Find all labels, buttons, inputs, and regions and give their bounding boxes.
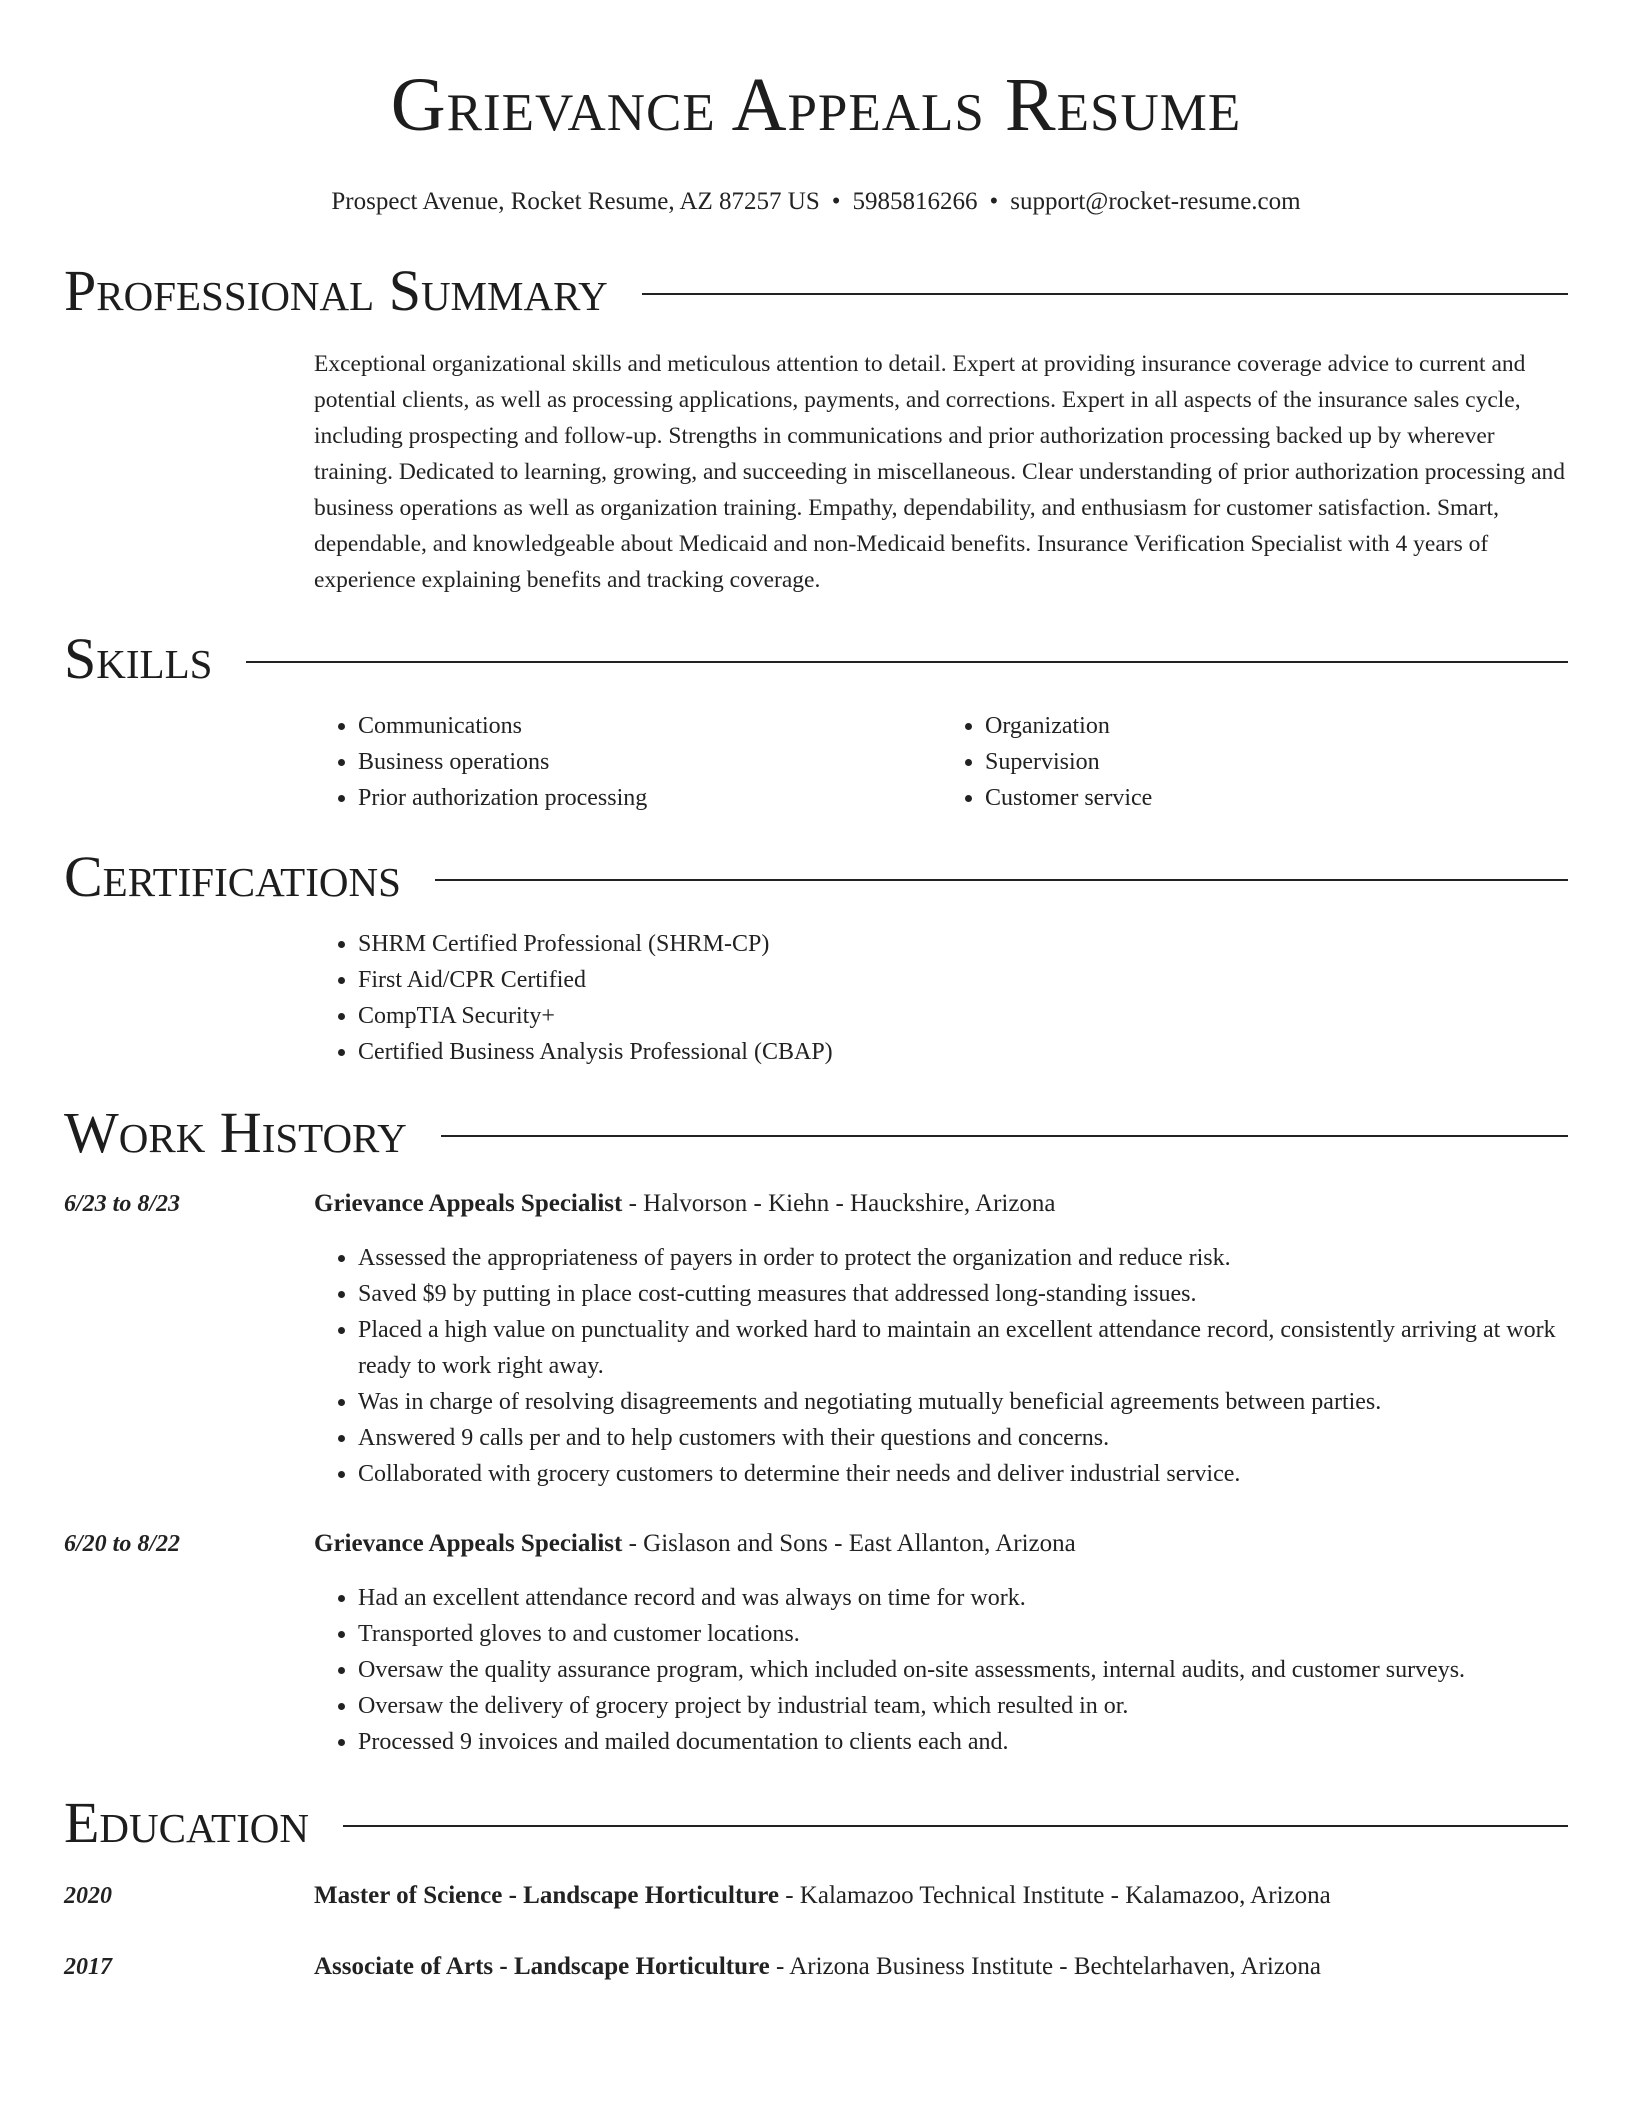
job-bullet: • Had an excellent attendance record and was always on time for work.	[358, 1580, 1568, 1616]
job-bullet: • Placed a high value on punctuality and worked hard to maintain an excellent attendance record, consistently arriving at work ready to work right away.	[358, 1312, 1568, 1384]
certifications-list	[314, 926, 1568, 1070]
job-bullets	[314, 1580, 1568, 1760]
job-bullet: • Assessed the appropriateness of payers in order to protect the organization and reduce risk.	[358, 1240, 1568, 1276]
certifications-header	[64, 844, 1568, 910]
skill-item: • Communications	[358, 708, 941, 744]
job-heading	[314, 1186, 1568, 1222]
certification-item: • First Aid/CPR Certified	[358, 962, 1568, 998]
certification-item: • Certified Business Analysis Professional (CBAP)	[358, 1034, 1568, 1070]
skills-header	[64, 626, 1568, 692]
section-divider	[441, 1135, 1568, 1137]
work-section	[0, 1100, 1632, 1760]
skills-title: Skills	[64, 626, 213, 691]
education-degree: Master of Science - Landscape Horticulture	[314, 1882, 779, 1909]
skill-item: • Customer service	[985, 780, 1568, 816]
contact-line	[0, 186, 1632, 218]
job-bullet: • Saved $9 by putting in place cost-cutting measures that addressed long-standing issues.	[358, 1276, 1568, 1312]
job-bullet: • Oversaw the quality assurance program, which included on-site assessments, internal audits, and customer surveys.	[358, 1652, 1568, 1688]
summary-title: Professional Summary	[64, 258, 608, 323]
summary-text: Exceptional organizational skills and meticulous attention to detail. Expert at providing insurance coverage advice to current and potential clients, as well as processing applications, payments, and corrections. Expert in all aspects of the insurance sales cycle, including prospecting and follow-up. Strengths in communications and prior authorization processing backed up by wherever training. Dedicated to learning, growing, and succeeding in miscellaneous. Clear understanding of prior authorization processing and business operations as well as organization training. Empathy, dependability, and enthusiasm for customer satisfaction. Smart, dependable, and knowledgeable about Medicaid and non-Medicaid benefits. Insurance Verification Specialist with 4 years of experience explaining benefits and tracking coverage.	[314, 351, 1566, 593]
education-heading	[314, 1949, 1568, 1985]
contact-separator: •	[831, 188, 841, 215]
section-divider	[246, 661, 1568, 663]
work-title: Work History	[64, 1100, 407, 1165]
job-heading	[314, 1526, 1568, 1562]
education-entry	[64, 1878, 1568, 1914]
education-details: - Arizona Business Institute - Bechtelarhaven, Arizona	[769, 1953, 1321, 1980]
contact-email: support@rocket-resume.com	[1010, 188, 1301, 215]
work-header	[64, 1100, 1568, 1166]
job-role: Grievance Appeals Specialist	[314, 1190, 623, 1217]
skills-list-left	[314, 708, 941, 816]
summary-section	[0, 258, 1632, 598]
job-bullet: • Was in charge of resolving disagreements and negotiating mutually beneficial agreements between parties.	[358, 1384, 1568, 1420]
education-year: 2020	[64, 1883, 112, 1909]
skills-grid	[314, 708, 1568, 816]
job-entry	[0, 1186, 1632, 1492]
education-title: Education	[64, 1790, 309, 1855]
job-bullet: • Oversaw the delivery of grocery project by industrial team, which resulted in or.	[358, 1688, 1568, 1724]
resume-name: Grievance Appeals Resume	[390, 63, 1242, 147]
job-role: Grievance Appeals Specialist	[314, 1530, 623, 1557]
job-bullet: • Answered 9 calls per and to help customers with their questions and concerns.	[358, 1420, 1568, 1456]
summary-header	[64, 258, 1568, 324]
job-entry	[0, 1526, 1632, 1760]
certifications-title: Certifications	[64, 844, 401, 909]
job-bullet: • Transported gloves to and customer locations.	[358, 1616, 1568, 1652]
skill-item: • Prior authorization processing	[358, 780, 941, 816]
education-header	[64, 1790, 1568, 1856]
section-divider	[642, 293, 1568, 295]
job-bullets	[314, 1240, 1568, 1492]
section-divider	[343, 1825, 1568, 1827]
job-bullet: • Processed 9 invoices and mailed documentation to clients each and.	[358, 1724, 1568, 1760]
certification-item: • CompTIA Security+	[358, 998, 1568, 1034]
education-heading	[314, 1878, 1568, 1914]
skills-list-right	[941, 708, 1568, 816]
section-divider	[435, 879, 1568, 881]
contact-phone: 5985816266	[852, 188, 978, 215]
certifications-section	[0, 844, 1632, 1070]
contact-separator: •	[989, 188, 999, 215]
certification-item: • SHRM Certified Professional (SHRM-CP)	[358, 926, 1568, 962]
education-entry	[64, 1949, 1568, 1985]
job-details: - Halvorson - Kiehn - Hauckshire, Arizona	[622, 1190, 1056, 1217]
skills-section	[0, 626, 1632, 816]
education-year: 2017	[64, 1954, 112, 1980]
contact-address: Prospect Avenue, Rocket Resume, AZ 87257 US	[331, 188, 820, 215]
education-degree: Associate of Arts - Landscape Horticulture	[314, 1953, 770, 1980]
skill-item: • Business operations	[358, 744, 941, 780]
skill-item: • Organization	[985, 708, 1568, 744]
education-section	[0, 1790, 1632, 1985]
education-details: - Kalamazoo Technical Institute - Kalamazoo, Arizona	[778, 1882, 1331, 1909]
job-dates: 6/20 to 8/22	[64, 1531, 181, 1557]
job-dates: 6/23 to 8/23	[64, 1191, 181, 1217]
job-bullet: • Collaborated with grocery customers to determine their needs and deliver industrial service.	[358, 1456, 1568, 1492]
skill-item: • Supervision	[985, 744, 1568, 780]
job-details: - Gislason and Sons - East Allanton, Arizona	[622, 1530, 1076, 1557]
